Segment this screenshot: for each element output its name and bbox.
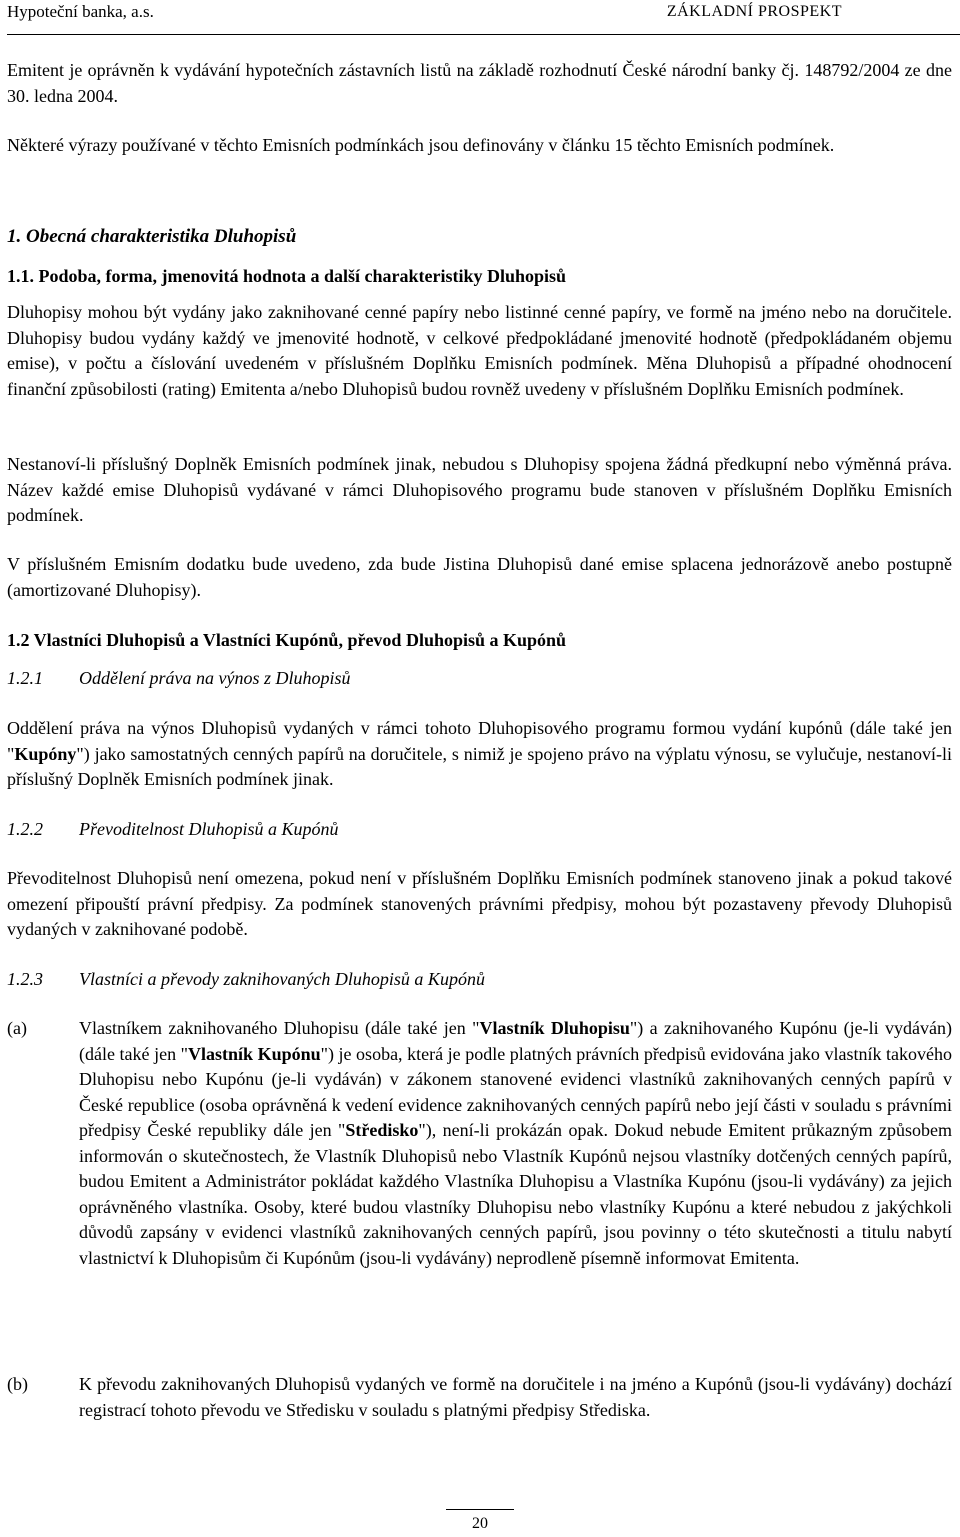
section-1-2-3-title: Vlastníci a převody zaknihovaných Dluhopisů a Kupónů <box>79 969 485 989</box>
list-item-b <box>7 1372 952 1423</box>
section-1-2-heading: 1.2 Vlastníci Dluhopisů a Vlastníci Kupónů, převod Dluhopisů a Kupónů <box>7 630 567 650</box>
section-1-1-paragraph-3: V příslušném Emisním dodatku bude uvedeno, zda bude Jistina Dluhopisů dané emise splacena jednorázově anebo postupně (amortizované Dluhopisy). <box>7 554 952 600</box>
section-1-2-1-paragraph <box>7 716 952 793</box>
header-document-type: ZÁKLADNÍ PROSPEKT <box>666 3 842 20</box>
page-number: 20 <box>472 1515 488 1532</box>
section-1-2-2-title: Převoditelnost Dluhopisů a Kupónů <box>79 819 339 839</box>
section-1-1-paragraph-1: Dluhopisy mohou být vydány jako zaknihované cenné papíry nebo listinné cenné papíry, ve formě na jméno nebo na doručitele. Dluhopisy budou vydány každý ve jmenovité hodnotě, v celkové předpokládané jmenovité hodnotě (předpokládaném objemu emise), v počtu a číslování uvedeném v příslušném Doplňku Emisních podmínek. Měna Dluhopisů a případné ohodnocení finanční způsobilosti (rating) Emitenta a/nebo Dluhopisů budou rovněž uvedeny v příslušném Doplňku Emisních podmínek. <box>7 302 952 399</box>
header-divider <box>7 34 960 35</box>
text-run: ") je osoba, která je podle platných právních předpisů evidována jako vlastník takového Dluhopisu nebo Kupónu (je-li vydáván) v zákonem stanovené evidenci vlastníků zaknihovaných cenných papírů v České republice (osoba oprávněná k vedení evidence zaknihovaných cenných papírů nebo její části v souladu s právními předpisy České republiky dále jen " <box>79 1043 952 1140</box>
page-header <box>7 0 960 24</box>
list-marker-b: (b) <box>7 1374 28 1394</box>
intro-paragraph-1: Emitent je oprávněn k vydávání hypotečních zástavních listů na základě rozhodnutí České národní banky čj. 148792/2004 ze dne 30. ledna 2004. <box>7 60 952 106</box>
section-1-2-2-paragraph: Převoditelnost Dluhopisů není omezena, pokud není v příslušném Doplňku Emisních podmínek stanoveno jinak a pokud takové omezení připouští právní předpisy. Za podmínek stanovených právními předpisy, mohou být pozastaveny převody Dluhopisů vydaných v zaknihované podobě. <box>7 868 952 939</box>
header-issuer: Hypoteční banka, a.s. <box>7 2 154 21</box>
text-run: Vlastníkem zaknihovaného Dluhopisu (dále také jen " <box>79 1018 480 1038</box>
list-item-b-text: K převodu zaknihovaných Dluhopisů vydaných ve formě na doručitele i na jméno a Kupónů (jsou-li vydávány) dochází registrací tohoto převodu ve Středisku v souladu s platnými předpisy Střediska. <box>79 1374 952 1420</box>
defined-term-stredisko: Středisko <box>345 1120 419 1140</box>
list-item-a-text <box>79 1016 952 1271</box>
intro-paragraph-2: Některé výrazy používané v těchto Emisních podmínkách jsou definovány v článku 15 těchto Emisních podmínek. <box>7 135 835 155</box>
text-run: ") jako samostatných cenných papírů na doručitele, s nimiž je spojeno právo na výplatu výnosu, se vylučuje, nestanoví-li příslušný Doplněk Emisních podmínek jinak. <box>7 743 952 789</box>
section-1-2-1-number: 1.2.1 <box>7 668 43 688</box>
defined-term-kupony: Kupóny <box>14 743 77 764</box>
section-1-2-3-heading <box>7 966 485 992</box>
section-1-2-1-title: Oddělení práva na výnos z Dluhopisů <box>79 668 351 688</box>
text-run: Oddělení práva na výnos Dluhopisů vydaných v rámci tohoto Dluhopisového programu formou vydání kupónů (dále také jen " <box>7 718 952 764</box>
text-run: "), není-li prokázán opak. Dokud nebude Emitent průkazným způsobem informován o skutečnostech, že Vlastník Dluhopisů nebo Vlastník Kupónů nejsou vlastníky dotčených cenných papírů, budou Emitent a Administrátor pokládat každého Vlastníka Dluhopisu a Vlastníka Kupónu (jsou-li vydávány) za jejich oprávněného vlastníka. Osoby, které budou vlastníky Dluhopisu nebo vlastníky Kupónu a které nebudou z jakýchkoli důvodů zapsány v evidenci vlastníků zaknihovaných cenných papírů, jsou povinny o této skutečnosti a titulu nabytí vlastnictví k Dluhopisům či Kupónům (jsou-li vydávány) neprodleně písemně informovat Emitenta. <box>79 1120 953 1268</box>
section-1-1-paragraph-2: Nestanoví-li příslušný Doplněk Emisních podmínek jinak, nebudou s Dluhopisy spojena žádná předkupní nebo výměnná práva. Název každé emise Dluhopisů vydávané v rámci Dluhopisového programu bude stanoven v příslušném Doplňku Emisních podmínek. <box>7 454 952 525</box>
list-item-a <box>7 1016 952 1271</box>
section-1-2-2-heading <box>7 816 339 842</box>
defined-term-vlastnik-dluhopisu: Vlastník Dluhopisu <box>479 1018 630 1038</box>
footer-divider <box>446 1509 514 1510</box>
section-1-heading: 1. Obecná charakteristika Dluhopisů <box>7 226 297 247</box>
defined-term-vlastnik-kuponu: Vlastník Kupónu <box>187 1043 321 1064</box>
section-1-1-heading: 1.1. Podoba, forma, jmenovitá hodnota a další charakteristiky Dluhopisů <box>7 266 567 286</box>
section-1-2-1-heading <box>7 665 350 691</box>
section-1-2-3-number: 1.2.3 <box>7 969 43 989</box>
list-marker-a: (a) <box>7 1018 27 1038</box>
section-1-2-2-number: 1.2.2 <box>7 819 43 839</box>
text-run: ") a zaknihovaného Kupónu (je-li vydáván) (dále také jen " <box>79 1018 952 1064</box>
